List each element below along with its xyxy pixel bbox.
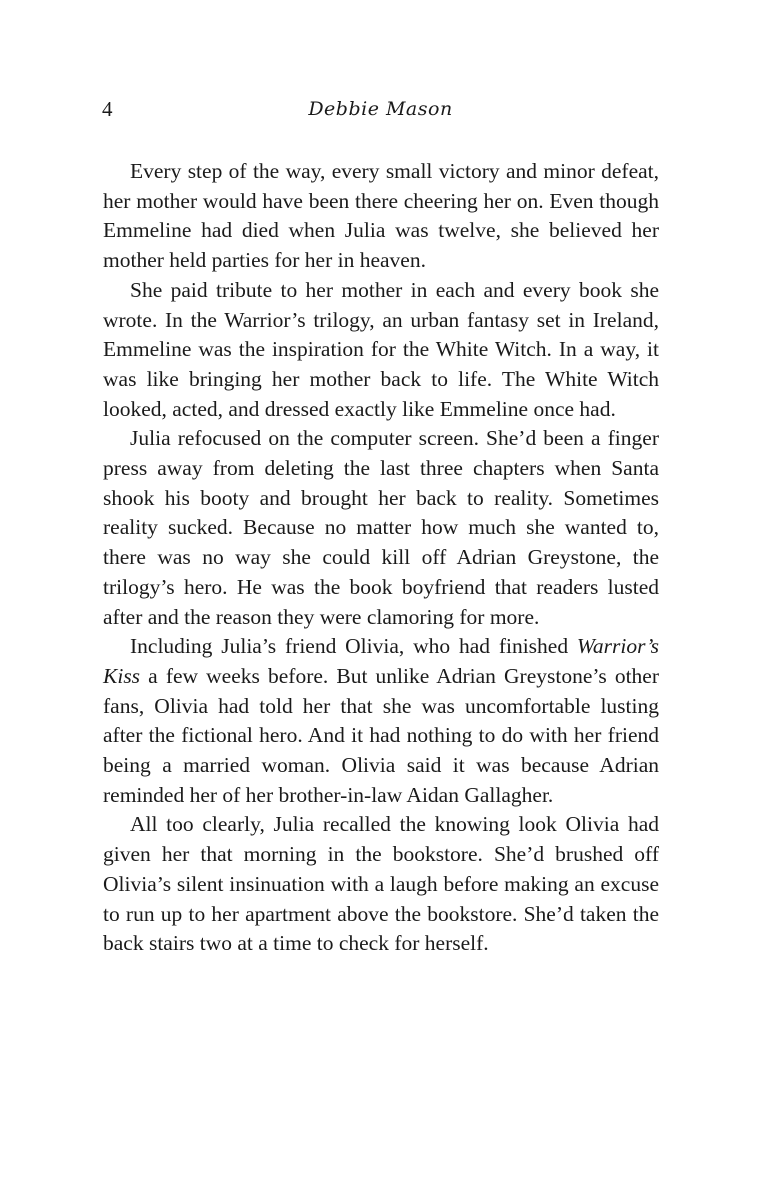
paragraph-text: a few weeks before. But unlike Adrian Greystone’s other fans, Olivia had told her that she was uncomfortable lusting after the fictional hero. And it had nothing to do with her friend being a married woman. Olivia said it was because Adrian reminded her of her brother-in-law Aidan Gallagher. bbox=[103, 663, 659, 807]
paragraph: She paid tribute to her mother in each and every book she wrote. In the Warrior’s trilogy, an urban fantasy set in Ireland, Emmeline was the inspiration for the White Witch. In a way, it was like bringing her mother back to life. The White Witch looked, acted, and dressed exactly like Emmeline once had. bbox=[103, 277, 659, 421]
running-head bbox=[102, 94, 659, 124]
paragraph: Julia refocused on the computer screen. She’d been a finger press away from deleting the last three chapters when Santa shook his booty and brought her back to reality. Sometimes reality sucked. Because no matter how much she wanted to, there was no way she could kill off Adrian Greystone, the trilogy’s hero. He was the book boyfriend that readers lusted after and the reason they were clamoring for more. bbox=[103, 426, 659, 629]
paragraph bbox=[103, 632, 659, 810]
paragraph: All too clearly, Julia recalled the knowing look Olivia had given her that morning in the bookstore. She’d brushed off Olivia’s silent insinuation with a laugh before making an excuse to run up to her apartment above the bookstore. She’d taken the back stairs two at a time to check for herself. bbox=[103, 812, 659, 956]
body-text bbox=[103, 157, 659, 959]
paragraph: Every step of the way, every small victory and minor defeat, her mother would have been there cheering her on. Even though Emmeline had died when Julia was twelve, she believed her mother held parties for her in heaven. bbox=[103, 159, 659, 273]
page-number: 4 bbox=[102, 97, 113, 121]
paragraph-text: Including Julia’s friend Olivia, who had finished bbox=[130, 634, 577, 659]
running-head-author: Debbie Mason bbox=[308, 98, 453, 120]
book-title: Warrior’s Kiss bbox=[103, 634, 659, 688]
